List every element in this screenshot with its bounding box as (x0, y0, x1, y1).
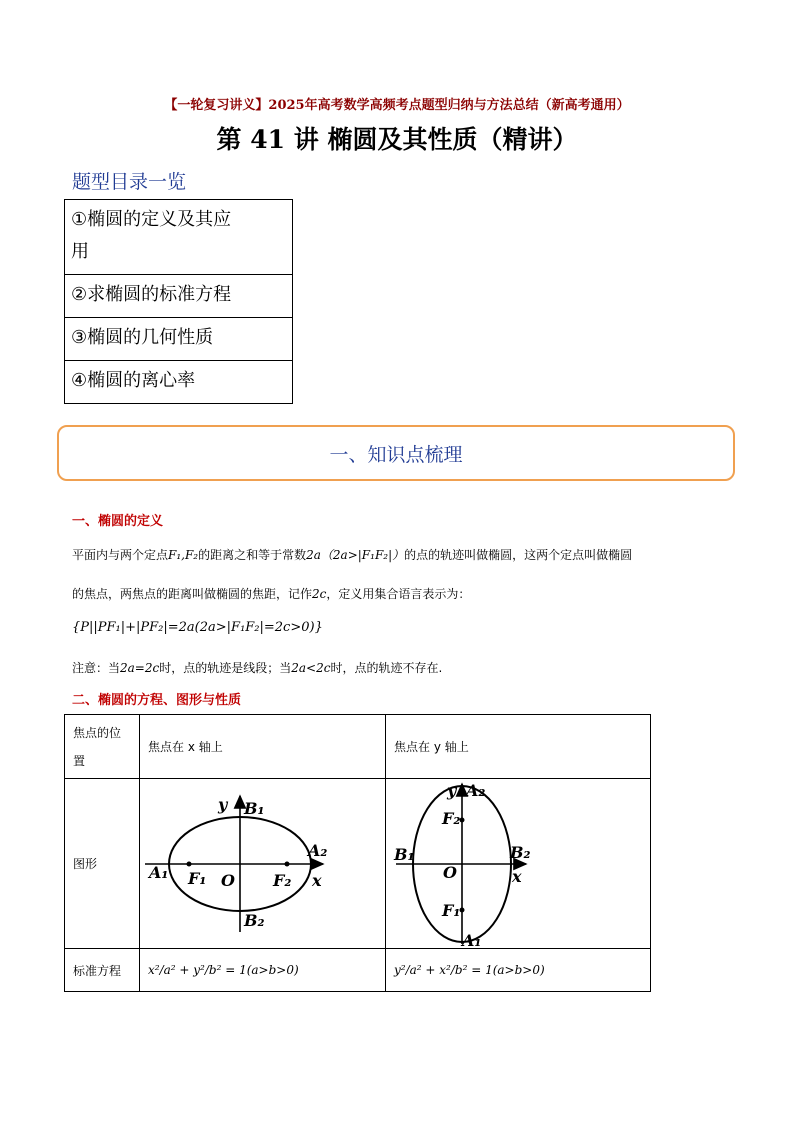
toc-item-label: ④椭圆的离心率 (71, 370, 196, 391)
page-title: 第 41 讲 椭圆及其性质（精讲） (216, 125, 578, 154)
ellipse-figure-vertical (386, 780, 650, 948)
focus-point-f1 (187, 861, 192, 866)
label-f1: F₁ (442, 900, 461, 920)
label-a2: A₂ (308, 840, 328, 860)
row-label-figure: 图形 (65, 779, 140, 949)
label-x: x (512, 866, 522, 886)
equation-y-axis: y²/a² + x²/b² = 1(a>b>0) (386, 949, 651, 992)
focus-point-f2 (285, 861, 290, 866)
label-f2: F₂ (273, 870, 292, 890)
toc-item-label: ①椭圆的定义及其应 (71, 209, 232, 230)
row-label-focus-position: 焦点的位 置 (65, 715, 140, 779)
figure-x-axis-cell (140, 779, 386, 949)
set-expression: {P||PF₁|+|PF₂|=2a(2a>|F₁F₂|=2c>0)} (72, 620, 323, 635)
toc-item-label-cont: 用 (71, 241, 89, 262)
definition-paragraph-line1: 平面内与两个定点F₁,F₂的距离之和等于常数2a（2a>|F₁F₂|）的点的轨迹叫做椭圆，这两个定点叫做椭圆 (72, 548, 633, 562)
figure-y-axis-cell (386, 779, 651, 949)
label-f2: F₂ (442, 808, 461, 828)
section-banner-title: 一、知识点梳理 (329, 444, 463, 466)
row-label-standard-equation: 标准方程 (65, 949, 140, 992)
section-heading-properties: 二、椭圆的方程、图形与性质 (72, 693, 242, 708)
label-b2: B₂ (244, 910, 265, 930)
ellipse-figure-horizontal (140, 780, 384, 948)
label-origin: O (443, 862, 457, 882)
document-header: 【一轮复习讲义】2025年高考数学高频考点题型归纳与方法总结（新高考通用） (164, 98, 630, 113)
column-header-y-axis: 焦点在 y 轴上 (386, 715, 651, 779)
label-origin: O (221, 870, 235, 890)
toc-item[interactable] (65, 318, 293, 361)
toc-item[interactable] (65, 275, 293, 318)
label-a1: A₁ (462, 930, 482, 948)
label-y: y (447, 780, 457, 800)
label-y: y (218, 794, 228, 814)
label-x: x (312, 870, 322, 890)
label-b1: B₁ (244, 798, 265, 818)
definition-paragraph-line2: 的焦点，两焦点的距离叫做椭圆的焦距，记作2c，定义用集合语言表示为： (72, 587, 471, 601)
label-a2: A₂ (466, 780, 486, 800)
column-header-x-axis: 焦点在 x 轴上 (140, 715, 386, 779)
toc-item[interactable] (65, 361, 293, 404)
label-a1: A₁ (149, 862, 169, 882)
toc-table (64, 199, 293, 404)
toc-item-label: ③椭圆的几何性质 (71, 327, 214, 348)
foci-symbol: F₁,F₂ (168, 548, 199, 562)
equation-x-axis: x²/a² + y²/b² = 1(a>b>0) (140, 949, 386, 992)
definition-note: 注意：当2a=2c时，点的轨迹是线段；当2a<2c时，点的轨迹不存在. (72, 661, 443, 675)
ellipse-properties-table (64, 714, 651, 992)
toc-item-label: ②求椭圆的标准方程 (71, 284, 232, 305)
label-f1: F₁ (188, 868, 207, 888)
toc-title: 题型目录一览 (72, 171, 187, 193)
section-heading-definition: 一、椭圆的定义 (72, 514, 164, 529)
toc-item[interactable] (65, 200, 293, 275)
label-b1: B₁ (394, 844, 415, 864)
label-b2: B₂ (510, 842, 531, 862)
